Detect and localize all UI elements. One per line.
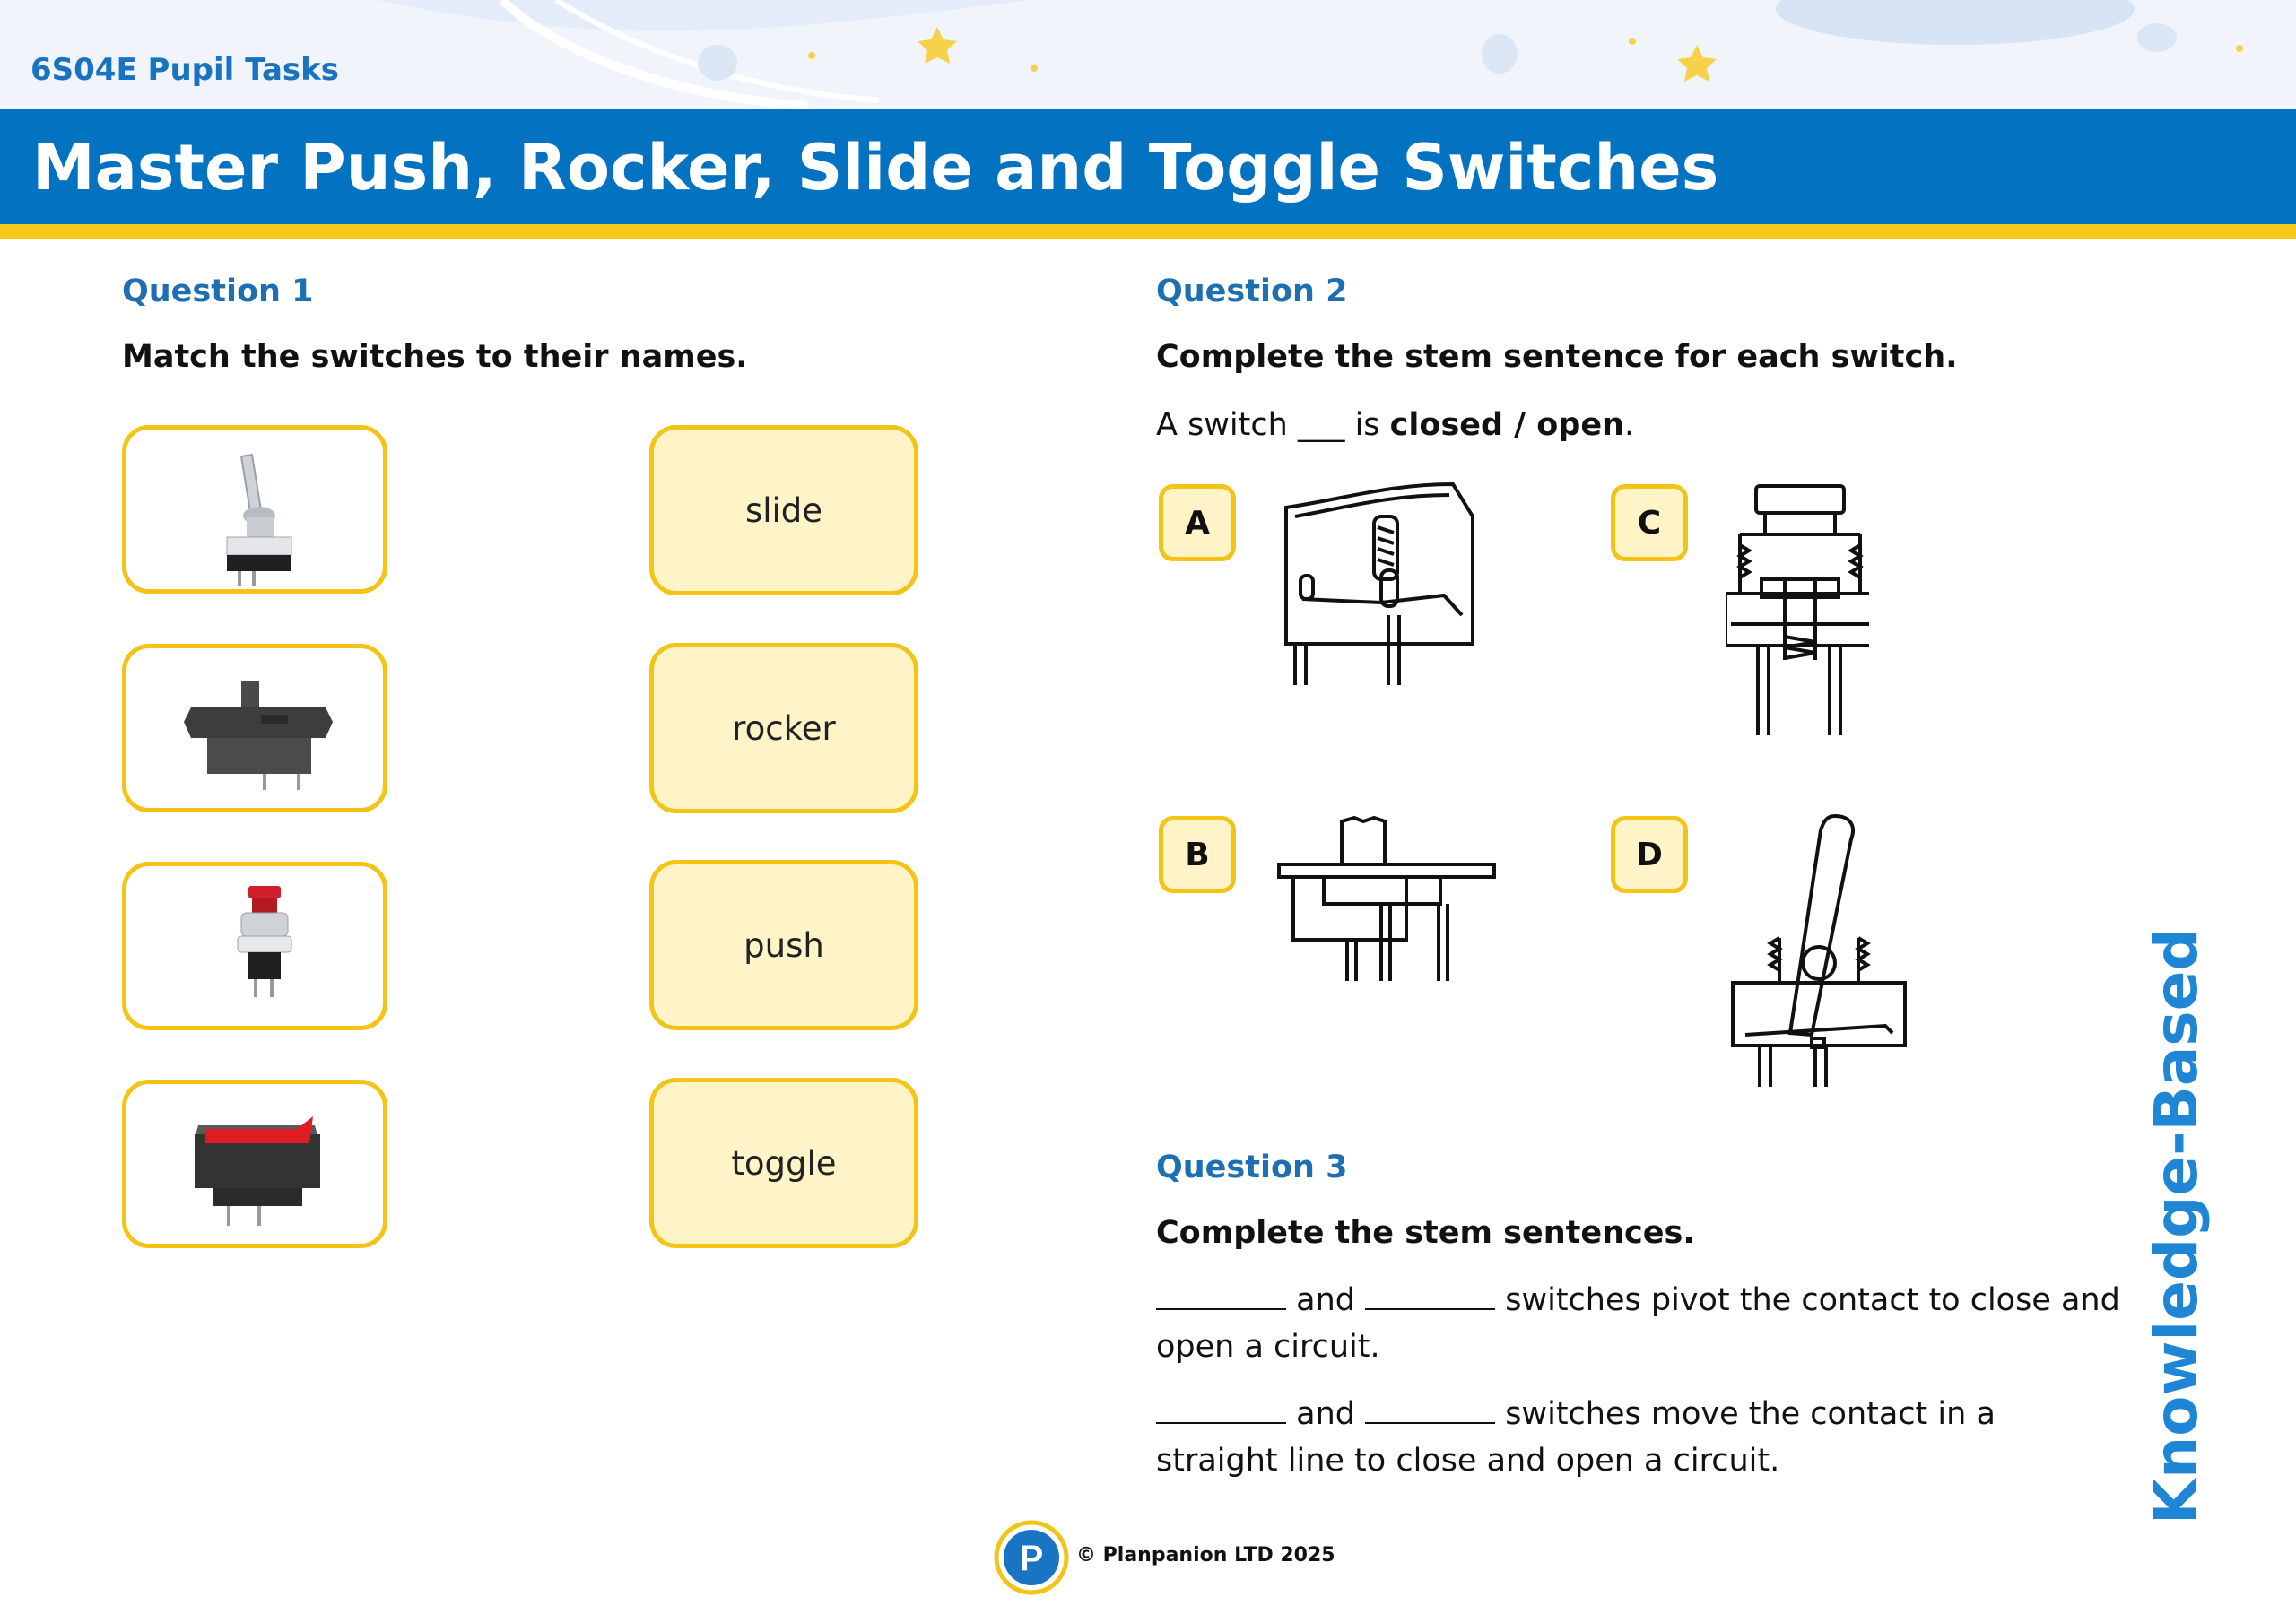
slide-switch-image-card[interactable]: [122, 644, 387, 812]
question2-stem: [1156, 402, 1634, 448]
badge-a: A: [1159, 484, 1236, 561]
name-card-slide[interactable]: slide: [649, 425, 918, 595]
rocker-switch-photo-icon: [126, 1084, 392, 1253]
series-label: 6S04E Pupil Tasks: [30, 52, 339, 88]
stem-blank: ___: [1297, 407, 1345, 443]
question3-label: Question 3: [1156, 1150, 1348, 1185]
toggle-switch-image-card[interactable]: [122, 425, 387, 594]
sentence2-rest: switches move the contact in a straight line to close and open a circuit.: [1156, 1396, 1996, 1479]
stem-before: A switch: [1156, 407, 1298, 443]
toggle-diagram-icon: [1727, 812, 1910, 1092]
name-card-rocker[interactable]: rocker: [649, 643, 918, 813]
slide-diagram-icon: [1274, 811, 1498, 983]
question2-label: Question 2: [1156, 273, 1348, 309]
toggle-switch-photo-icon: [126, 430, 392, 598]
sentence1-and: and: [1286, 1282, 1366, 1318]
blank-field[interactable]: [1365, 1281, 1495, 1310]
blank-field[interactable]: [1365, 1395, 1495, 1424]
stem-end: .: [1623, 407, 1635, 443]
rocker-diagram-icon: [1274, 481, 1498, 690]
slide-switch-photo-icon: [126, 648, 392, 817]
question3-instruction: Complete the stem sentences.: [1156, 1215, 1695, 1251]
footer-copyright: © Planpanion LTD 2025: [1076, 1544, 1335, 1567]
question3-sentence-1: [1156, 1277, 2125, 1370]
question3-sentence-2: [1156, 1391, 2125, 1484]
logo-letter: P: [1019, 1539, 1044, 1578]
header-decoration: [0, 0, 2296, 109]
name-card-push[interactable]: push: [649, 860, 918, 1030]
question1-label: Question 1: [122, 273, 314, 309]
rocker-switch-image-card[interactable]: [122, 1080, 387, 1248]
name-card-toggle[interactable]: toggle: [649, 1078, 918, 1248]
badge-b: B: [1159, 816, 1236, 893]
blank-field[interactable]: [1156, 1281, 1286, 1310]
badge-d: D: [1611, 816, 1688, 893]
question2-instruction: Complete the stem sentence for each switch.: [1156, 339, 1958, 375]
push-switch-photo-icon: [126, 866, 392, 1035]
push-switch-image-card[interactable]: [122, 862, 387, 1030]
knowledge-based-label: Knowledge-Based: [2142, 928, 2211, 1524]
stem-mid: is: [1344, 407, 1390, 443]
sentence2-and: and: [1286, 1396, 1366, 1432]
stem-answer: closed / open: [1389, 407, 1624, 443]
badge-c: C: [1611, 484, 1688, 561]
sentence1-rest: switches pivot the contact to close and open a circuit.: [1156, 1282, 2120, 1365]
page-title: Master Push, Rocker, Slide and Toggle Switches: [32, 131, 1719, 204]
planpanion-logo-icon: [994, 1520, 1069, 1595]
title-stripe: [0, 224, 2296, 239]
question1-instruction: Match the switches to their names.: [122, 339, 748, 375]
blank-field[interactable]: [1156, 1395, 1286, 1424]
push-diagram-icon: [1726, 481, 1869, 741]
